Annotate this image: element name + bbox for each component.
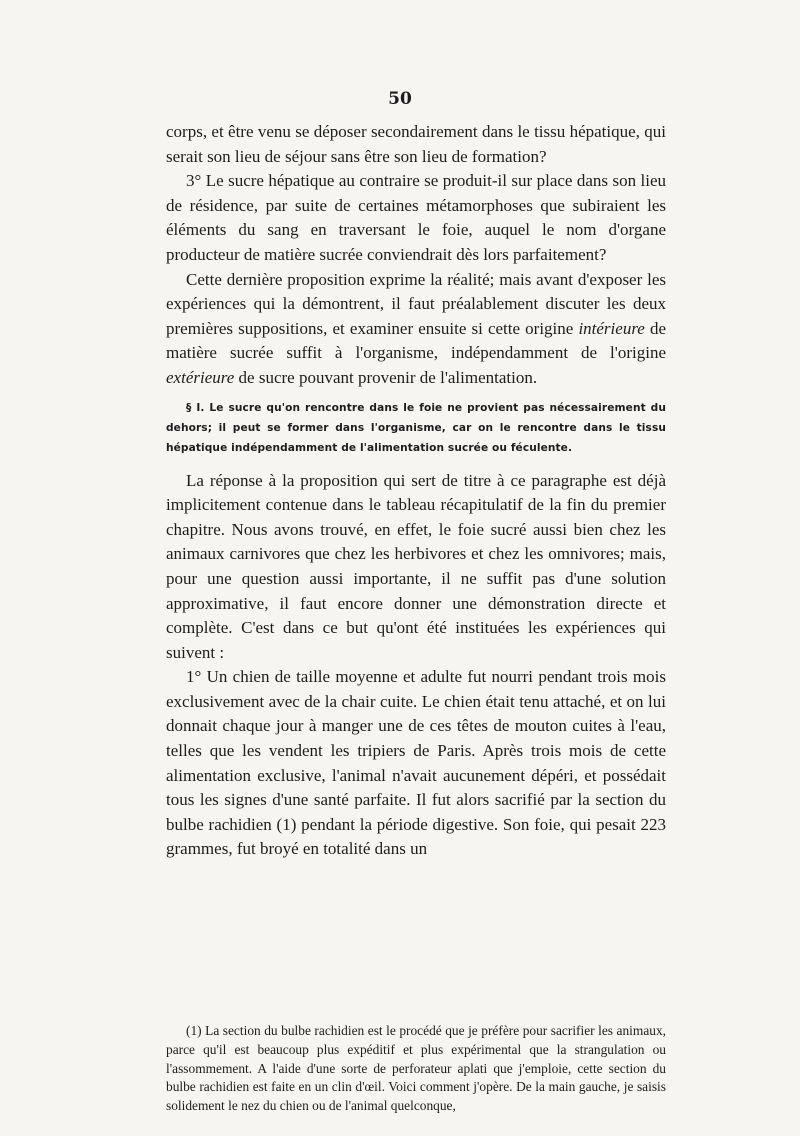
- paragraph-third-hypothesis: 3° Le sucre hépatique au contraire se produit-il sur place dans son lieu de résidence, par suite de certaines métamorphoses que subiraient les éléments du sang en traversant le foie, auquel le nom d'organe producteur de matière sucrée conviendrait dès lors parfaitement?: [166, 171, 666, 264]
- footnote-text: (1) La section du bulbe rachidien est le procédé que je préfère pour sacrifier les animaux, parce qu'il est beaucoup plus expéditif et plus expérimental que la strangulation ou l'assommement. A l'aide d'une sorte de perforateur aplati que j'emploie, cette section du bulbe rachidien est faite en un clin d'œil. Voici comment j'opère. De la main gauche, je saisis solidement le nez du chien ou de l'animal quelconque,: [166, 1023, 666, 1114]
- text-run: Cette dernière proposition exprime la réalité; mais avant d'exposer les expériences qui la démontrent, il faut préalablement discuter les deux premières suppositions, et examiner ensuite si cette origine: [166, 269, 666, 338]
- main-text: [166, 120, 666, 862]
- paragraph-continuation: corps, et être venu se déposer secondairement dans le tissu hépatique, qui serait son lieu de séjour sans être son lieu de formation?: [166, 122, 666, 166]
- paragraph-proposition: [166, 268, 666, 391]
- text-run: de matière sucrée suffit à l'organisme, indépendamment de l'origine: [166, 318, 667, 363]
- page-number: 50: [388, 89, 412, 109]
- paragraph-response: La réponse à la proposition qui sert de titre à ce paragraphe est déjà implicitement contenue dans le tableau récapitulatif de la fin du premier chapitre. Nous avons trouvé, en effet, le foie sucré aussi bien chez les animaux carnivores que chez les herbivores et chez les omnivores; mais, pour une question aussi importante, il ne suffit pas d'une solution approximative, il faut encore donner une démonstration directe et complète. C'est dans ce but qu'ont été instituées les expériences qui suivent :: [166, 470, 666, 662]
- text-run: de sucre pouvant provenir de l'alimentation.: [234, 367, 538, 387]
- emphasis-interieure: intérieure: [578, 318, 645, 338]
- section-heading: § I. Le sucre qu'on rencontre dans le foie ne provient pas nécessairement du dehors; il peut se former dans l'organisme, car on le rencontre dans le tissu hépatique indépendamment de l'alimentation sucrée ou féculente.: [166, 401, 666, 454]
- footnote: [166, 1022, 666, 1116]
- paragraph-experiment-1: 1° Un chien de taille moyenne et adulte fut nourri pendant trois mois exclusivement avec de la chair cuite. Le chien était tenu attaché, et on lui donnait chaque jour à manger une de ces têtes de mouton cuites à l'eau, telles que les vendent les tripiers de Paris. Après trois mois de cette alimentation exclusive, l'animal n'avait aucunement dépéri, et possédait tous les signes d'une santé parfaite. Il fut alors sacrifié par la section du bulbe rachidien (1) pendant la période digestive. Son foie, qui pesait 223 grammes, fut broyé en totalité dans un: [166, 667, 666, 859]
- emphasis-exterieure: extérieure: [166, 367, 235, 387]
